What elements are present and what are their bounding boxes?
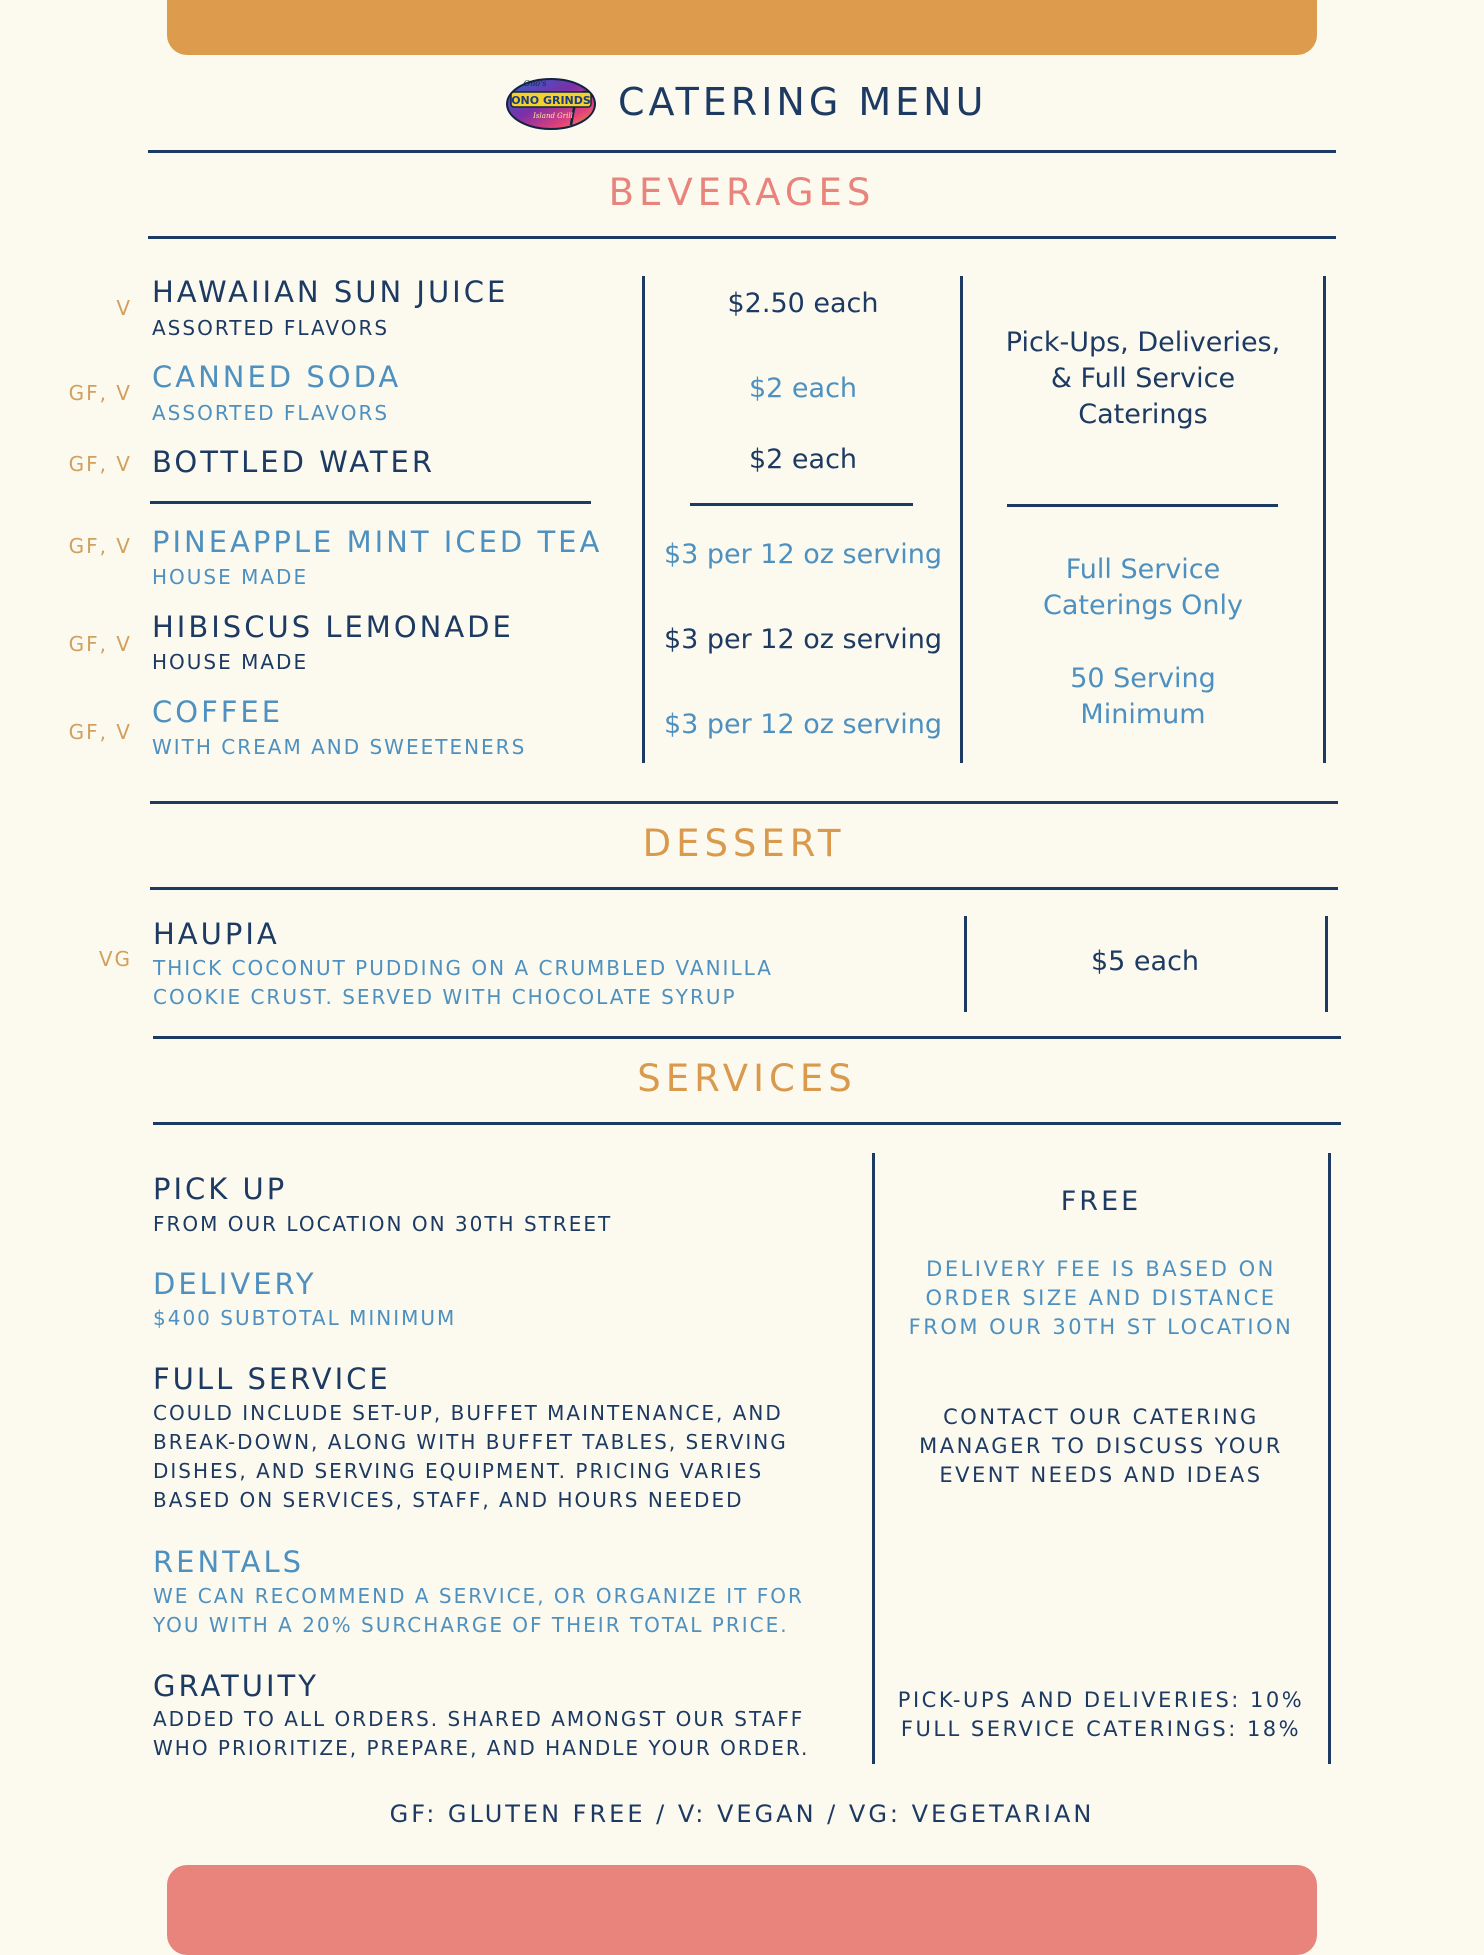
divider	[690, 503, 913, 506]
svg-text:Ono's: Ono's	[523, 79, 547, 88]
service-availability-note: Pick-Ups, Deliveries, & Full Service Caterings	[1005, 327, 1281, 430]
service-name-delivery: DELIVERY	[153, 1267, 317, 1301]
item-name-pineapple-mint-iced-tea: PINEAPPLE MINT ICED TEA	[152, 525, 603, 559]
divider	[150, 887, 1338, 890]
service-sub: COULD INCLUDE SET-UP, BUFFET MAINTENANCE, AND BREAK-DOWN, ALONG WITH BUFFET TABLES, SERVING DISHES, AND SERVING EQUIPMENT. PRICING VARIES BASED ON SERVICES, STAFF, AND HOURS NEEDED	[153, 1401, 788, 1512]
item-sub: ASSORTED FLAVORS	[152, 401, 390, 425]
delivery-fee-note: DELIVERY FEE IS BASED ON ORDER SIZE AND DISTANCE FROM OUR 30TH ST LOCATION	[908, 1257, 1294, 1339]
divider	[148, 150, 1336, 153]
diet-tag: GF, V	[68, 381, 132, 405]
service-name-full-service: FULL SERVICE	[153, 1362, 391, 1396]
svg-text:ONO GRINDS: ONO GRINDS	[511, 94, 591, 107]
diet-tag: VG	[98, 947, 132, 971]
diet-tag: GF, V	[68, 632, 132, 656]
full-service-contact-note: CONTACT OUR CATERING MANAGER TO DISCUSS YOUR EVENT NEEDS AND IDEAS	[919, 1405, 1283, 1487]
item-price: $5 each	[1090, 946, 1200, 977]
divider	[153, 1122, 1341, 1125]
section-title-dessert: DESSERT	[642, 822, 846, 865]
serving-minimum-note: 50 Serving Minimum	[1070, 663, 1216, 730]
item-price: $2 each	[748, 373, 858, 404]
svg-text:Island Grill: Island Grill	[533, 112, 573, 120]
section-title-services: SERVICES	[637, 1057, 857, 1100]
gratuity-rates-note: PICK-UPS AND DELIVERIES: 10% FULL SERVICE CATERINGS: 18%	[897, 1688, 1305, 1741]
diet-tag: GF, V	[68, 452, 132, 476]
page-title: CATERING MENU	[618, 80, 988, 124]
item-name-hibiscus-lemonade: HIBISCUS LEMONADE	[152, 610, 514, 644]
pickup-price-free: FREE	[1060, 1186, 1142, 1217]
column-divider	[964, 916, 967, 1012]
column-divider	[1323, 276, 1326, 763]
column-divider	[872, 1153, 875, 1764]
item-sub: HOUSE MADE	[152, 650, 309, 674]
service-sub: WE CAN RECOMMEND A SERVICE, OR ORGANIZE IT FOR YOU WITH A 20% SURCHARGE OF THEIR TOTAL PRICE.	[153, 1584, 804, 1637]
column-divider	[642, 276, 645, 763]
diet-tag: V	[116, 296, 132, 320]
divider	[150, 501, 591, 504]
divider	[1007, 504, 1278, 507]
service-name-rentals: RENTALS	[153, 1545, 305, 1579]
item-sub: ASSORTED FLAVORS	[152, 316, 390, 340]
full-service-only-note: Full Service Caterings Only	[1043, 554, 1243, 621]
item-price: $3 per 12 oz serving	[663, 539, 943, 570]
section-title-beverages: BEVERAGES	[608, 171, 876, 214]
item-name-bottled-water: BOTTLED WATER	[152, 445, 436, 479]
service-sub: $400 SUBTOTAL MINIMUM	[153, 1306, 457, 1330]
service-sub: FROM OUR LOCATION ON 30TH STREET	[153, 1212, 613, 1236]
item-name-hawaiian-sun-juice: HAWAIIAN SUN JUICE	[152, 275, 509, 309]
column-divider	[1328, 1153, 1331, 1764]
divider	[150, 801, 1338, 804]
item-price: $3 per 12 oz serving	[663, 709, 943, 740]
diet-tag: GF, V	[68, 534, 132, 558]
diet-legend: GF: GLUTEN FREE / V: VEGAN / VG: VEGETARIAN	[389, 1800, 1095, 1828]
service-name-gratuity: GRATUITY	[153, 1669, 319, 1703]
item-price: $2.50 each	[727, 288, 879, 319]
column-divider	[960, 276, 963, 763]
item-price: $2 each	[748, 444, 858, 475]
diet-tag: GF, V	[68, 720, 132, 744]
item-name-haupia: HAUPIA	[153, 917, 280, 951]
item-sub: THICK COCONUT PUDDING ON A CRUMBLED VANILLA COOKIE CRUST. SERVED WITH CHOCOLATE SYRUP	[153, 956, 773, 1009]
item-name-coffee: COFFEE	[152, 695, 284, 729]
top-color-band	[167, 0, 1317, 55]
item-price: $3 per 12 oz serving	[663, 624, 943, 655]
bottom-color-band	[167, 1865, 1317, 1955]
item-sub: WITH CREAM AND SWEETENERS	[152, 735, 527, 759]
column-divider	[1325, 916, 1328, 1012]
service-sub: ADDED TO ALL ORDERS. SHARED AMONGST OUR STAFF WHO PRIORITIZE, PREPARE, AND HANDLE YOUR ORDER.	[153, 1707, 810, 1760]
divider	[153, 1036, 1341, 1039]
service-name-pick-up: PICK UP	[153, 1172, 288, 1206]
divider	[148, 236, 1336, 239]
item-name-canned-soda: CANNED SODA	[152, 360, 402, 394]
item-sub: HOUSE MADE	[152, 565, 309, 589]
ono-grinds-logo	[505, 73, 597, 131]
